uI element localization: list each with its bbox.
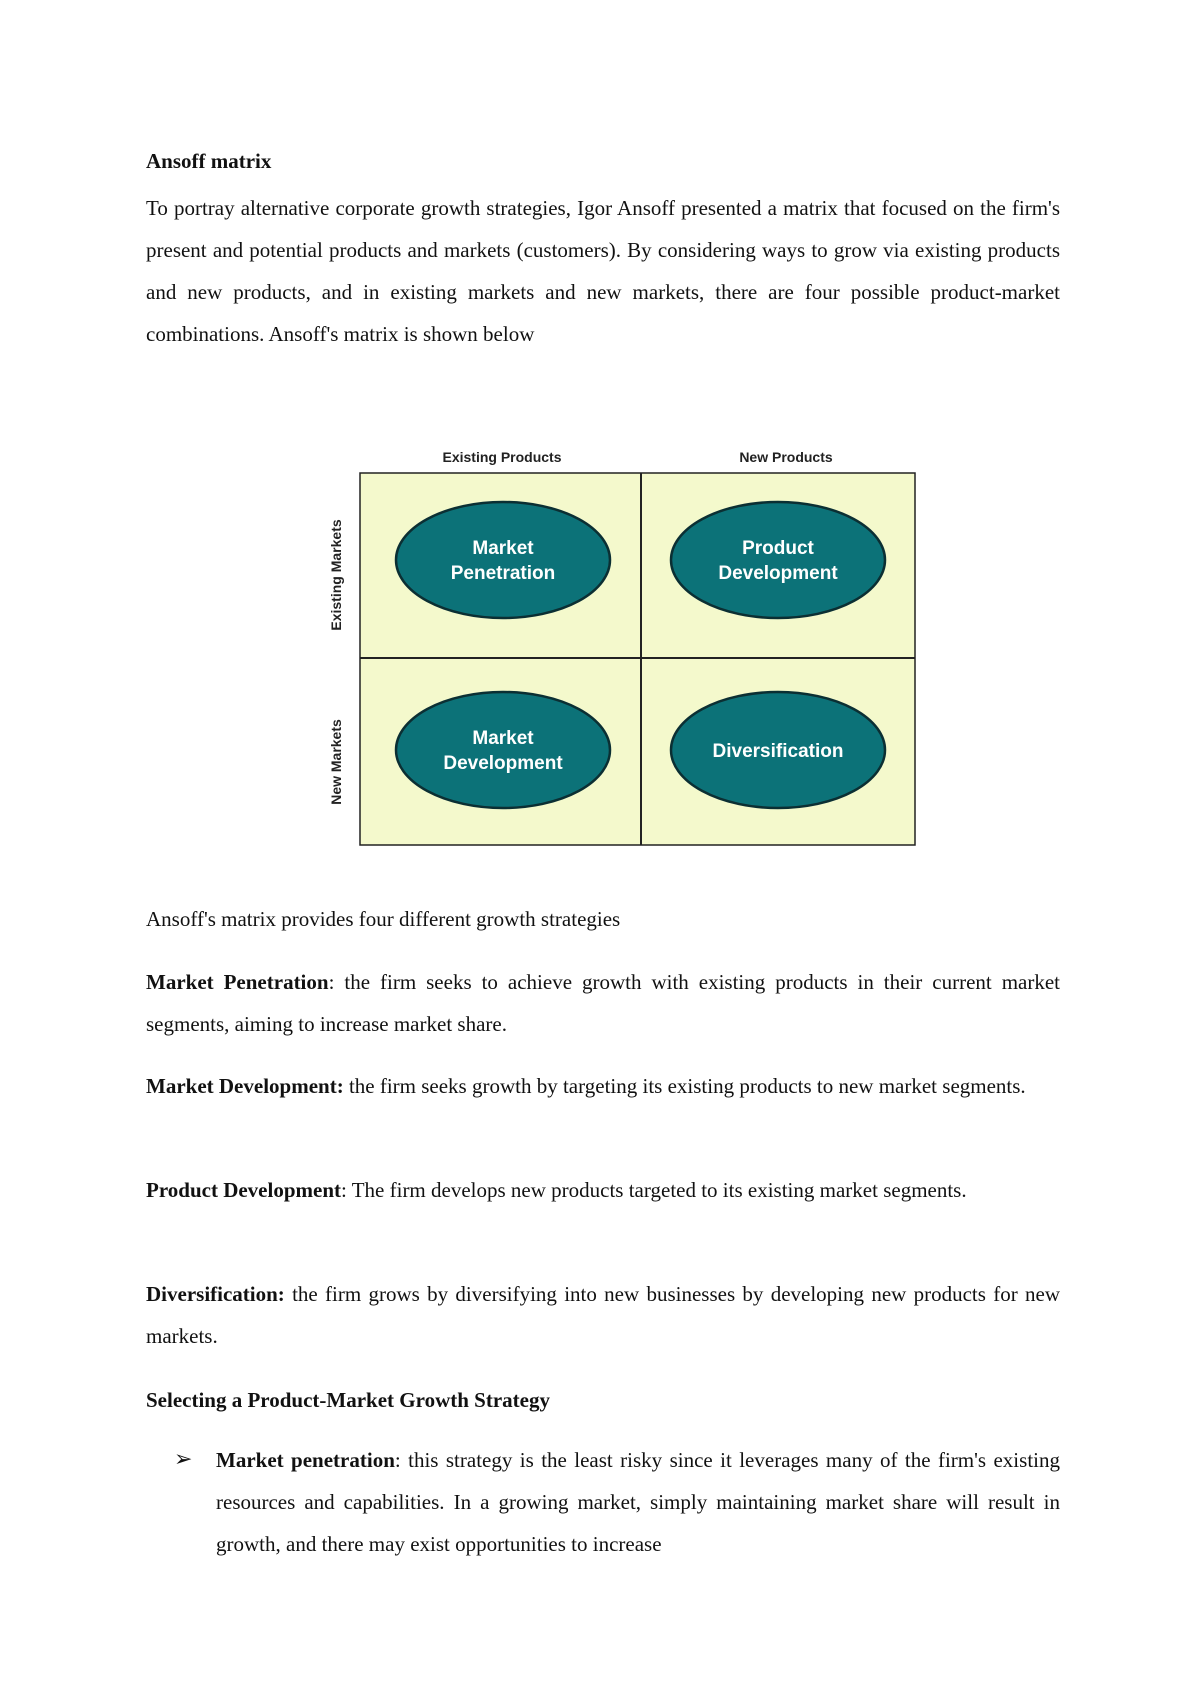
cell-tl-line1: Market: [472, 538, 534, 559]
bullet-term: Market penetration: [216, 1448, 395, 1472]
strategy-product-development: [146, 1169, 1060, 1211]
strategy-text: the firm seeks growth by targeting its existing products to new market segments.: [343, 1074, 1026, 1098]
strategy-term: Market Development:: [146, 1074, 344, 1098]
ellipse-product-development: [671, 502, 885, 618]
strategy-text: the firm grows by diversifying into new businesses by developing new products for new markets.: [146, 1282, 1060, 1348]
section-title-selecting-strategy: Selecting a Product-Market Growth Strategy: [146, 1388, 550, 1412]
bullet-sep: :: [394, 1448, 401, 1472]
ansoff-matrix-figure: [315, 442, 925, 852]
strategy-text: the firm seeks to achieve growth with existing products in their current market segments, aiming to increase market share.: [146, 970, 1060, 1036]
cell-bl-line1: Market: [472, 728, 534, 749]
arrow-bullet-icon: ➢: [174, 1447, 193, 1472]
bullet-text: [216, 1439, 1060, 1565]
ansoff-matrix-svg: [315, 442, 925, 852]
intro-paragraph: To portray alternative corporate growth strategies, Igor Ansoff presented a matrix that focused on the firm's present and potential products and markets (customers). By considering ways to grow via existing products and new products, and in existing markets and new markets, there are four possible product-market combinations. Ansoff's matrix is shown below: [146, 196, 1060, 346]
strategy-term: Diversification:: [146, 1282, 285, 1306]
strategy-term: Market Penetration: [146, 970, 329, 994]
document-title: Ansoff matrix: [146, 149, 272, 173]
cell-tl-line2: Penetration: [450, 563, 556, 584]
col-label-new-products: New Products: [739, 449, 833, 465]
cell-bl-line2: Development: [443, 753, 563, 774]
row-label-existing-markets: Existing Markets: [328, 519, 344, 631]
cell-br-line1: Diversification: [712, 741, 844, 762]
col-label-existing-products: Existing Products: [442, 449, 562, 465]
strategy-diversification: [146, 1273, 1060, 1357]
ellipse-market-development: [396, 692, 610, 808]
cell-tr-line1: Product: [742, 538, 814, 559]
bullet-body: this strategy is the least risky since it leverages many of the firm's existing resources and capabilities. In a growing market, simply maintaining market share will result in growth, and there may exist opportunities to increase: [216, 1448, 1060, 1556]
ellipse-market-penetration: [396, 502, 610, 618]
cell-tr-line2: Development: [718, 563, 838, 584]
strategy-sep: :: [341, 1178, 347, 1202]
strategy-sep: :: [328, 970, 335, 994]
row-label-new-markets: New Markets: [328, 719, 344, 805]
strategy-market-penetration: [146, 961, 1060, 1045]
bullet-market-penetration: [174, 1439, 1060, 1565]
strategy-market-development: [146, 1065, 1060, 1107]
strategies-intro: Ansoff's matrix provides four different growth strategies: [146, 907, 621, 931]
strategy-term: Product Development: [146, 1178, 341, 1202]
strategy-text: The firm develops new products targeted to its existing market segments.: [346, 1178, 967, 1202]
